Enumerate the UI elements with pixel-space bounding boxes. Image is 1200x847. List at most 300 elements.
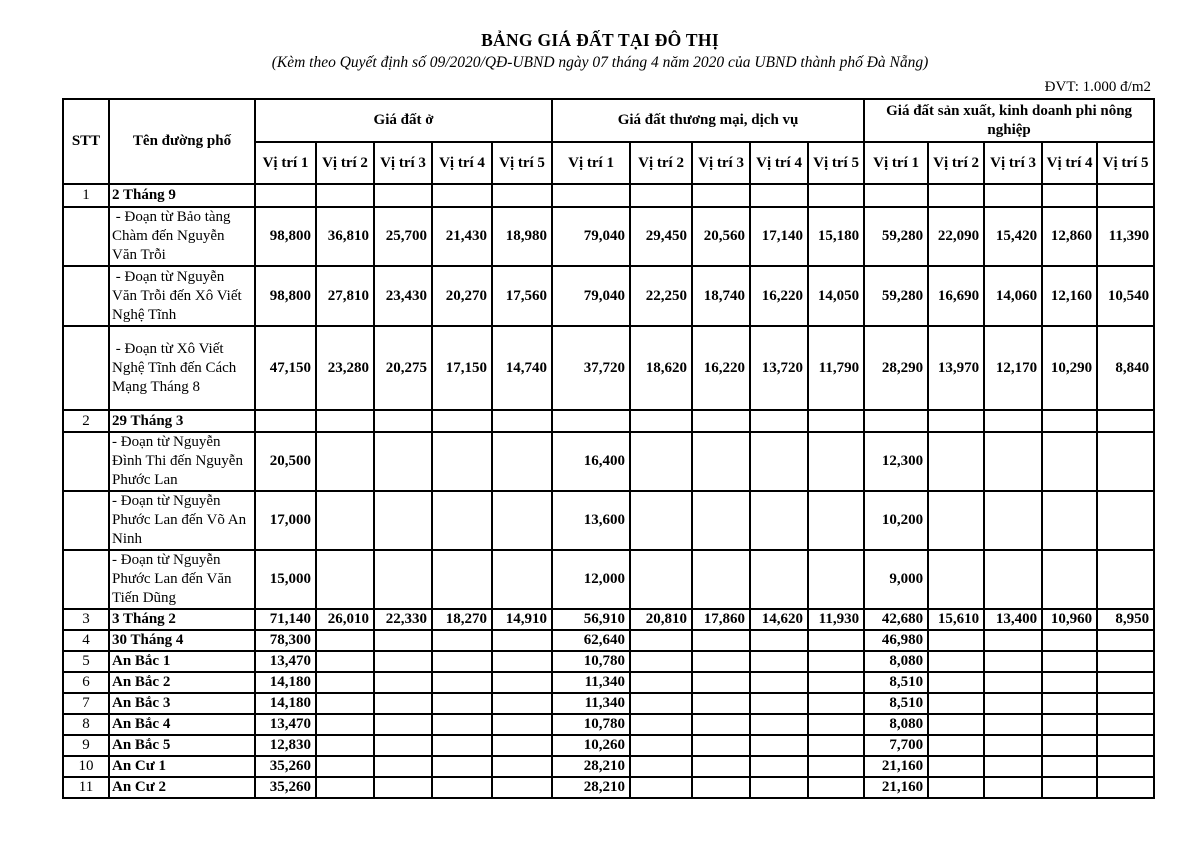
price-cell bbox=[374, 184, 432, 207]
header-stt: STT bbox=[63, 99, 109, 184]
price-cell bbox=[630, 410, 692, 432]
row-number: 2 bbox=[63, 410, 109, 432]
price-cell bbox=[1042, 693, 1097, 714]
price-cell: 14,050 bbox=[808, 266, 864, 326]
price-cell bbox=[316, 651, 374, 672]
price-cell: 28,210 bbox=[552, 756, 630, 777]
table-row bbox=[63, 735, 1154, 756]
street-name: - Đoạn từ Bảo tàng Chàm đến Nguyễn Văn Trỗi bbox=[109, 207, 255, 266]
street-name: An Bắc 1 bbox=[109, 651, 255, 672]
page-subtitle: (Kèm theo Quyết định số 09/2020/QĐ-UBND ngày 07 tháng 4 năm 2020 của UBND thành phố Đà Nẵng) bbox=[271, 54, 929, 71]
row-number: 3 bbox=[63, 609, 109, 630]
price-cell bbox=[750, 735, 808, 756]
price-cell bbox=[750, 550, 808, 609]
row-number bbox=[63, 207, 109, 266]
price-cell bbox=[750, 672, 808, 693]
price-cell bbox=[630, 693, 692, 714]
price-cell: 8,080 bbox=[864, 714, 928, 735]
price-cell bbox=[630, 491, 692, 550]
price-cell: 98,800 bbox=[255, 207, 316, 266]
header-position: Vị trí 4 bbox=[432, 142, 492, 184]
price-cell: 79,040 bbox=[552, 266, 630, 326]
price-cell bbox=[692, 410, 750, 432]
price-cell bbox=[808, 651, 864, 672]
price-cell bbox=[492, 432, 552, 491]
price-cell: 8,080 bbox=[864, 651, 928, 672]
price-cell bbox=[750, 630, 808, 651]
price-cell bbox=[316, 410, 374, 432]
price-cell: 35,260 bbox=[255, 777, 316, 798]
price-cell: 22,330 bbox=[374, 609, 432, 630]
price-cell bbox=[750, 410, 808, 432]
price-cell: 36,810 bbox=[316, 207, 374, 266]
price-cell bbox=[432, 672, 492, 693]
header-position: Vị trí 2 bbox=[630, 142, 692, 184]
price-cell: 28,210 bbox=[552, 777, 630, 798]
price-cell bbox=[750, 184, 808, 207]
price-cell: 42,680 bbox=[864, 609, 928, 630]
unit-note: ĐVT: 1.000 đ/m2 bbox=[1044, 79, 1151, 95]
price-cell: 12,170 bbox=[984, 326, 1042, 410]
price-cell bbox=[928, 672, 984, 693]
price-cell: 10,290 bbox=[1042, 326, 1097, 410]
price-cell bbox=[692, 672, 750, 693]
price-cell bbox=[492, 651, 552, 672]
price-cell bbox=[432, 550, 492, 609]
price-cell bbox=[374, 651, 432, 672]
price-cell bbox=[432, 630, 492, 651]
price-cell bbox=[316, 550, 374, 609]
price-cell: 71,140 bbox=[255, 609, 316, 630]
header-position: Vị trí 4 bbox=[750, 142, 808, 184]
price-cell: 8,950 bbox=[1097, 609, 1154, 630]
price-cell: 10,200 bbox=[864, 491, 928, 550]
price-cell bbox=[374, 756, 432, 777]
price-cell bbox=[432, 714, 492, 735]
header-group-residential: Giá đất ở bbox=[255, 99, 552, 142]
row-number bbox=[63, 550, 109, 609]
price-cell bbox=[374, 550, 432, 609]
price-cell bbox=[630, 630, 692, 651]
price-cell bbox=[808, 550, 864, 609]
table-row bbox=[63, 207, 1154, 266]
street-name: An Bắc 3 bbox=[109, 693, 255, 714]
price-cell bbox=[492, 735, 552, 756]
price-cell bbox=[630, 432, 692, 491]
price-cell bbox=[316, 735, 374, 756]
table-header bbox=[63, 99, 1154, 184]
price-cell bbox=[316, 184, 374, 207]
price-cell bbox=[552, 184, 630, 207]
price-cell: 11,790 bbox=[808, 326, 864, 410]
price-cell: 11,930 bbox=[808, 609, 864, 630]
price-cell bbox=[432, 491, 492, 550]
price-cell bbox=[984, 410, 1042, 432]
price-cell bbox=[316, 756, 374, 777]
table-row bbox=[63, 672, 1154, 693]
row-number bbox=[63, 432, 109, 491]
price-cell bbox=[692, 756, 750, 777]
price-cell: 11,340 bbox=[552, 693, 630, 714]
price-cell bbox=[1097, 491, 1154, 550]
price-cell bbox=[1097, 756, 1154, 777]
price-cell bbox=[984, 491, 1042, 550]
price-cell bbox=[692, 630, 750, 651]
price-cell: 47,150 bbox=[255, 326, 316, 410]
street-name: - Đoạn từ Nguyễn Phước Lan đến Võ An Ninh bbox=[109, 491, 255, 550]
price-cell: 23,430 bbox=[374, 266, 432, 326]
price-cell bbox=[1042, 651, 1097, 672]
price-cell bbox=[1042, 550, 1097, 609]
street-name: An Bắc 2 bbox=[109, 672, 255, 693]
price-cell: 9,000 bbox=[864, 550, 928, 609]
price-cell bbox=[374, 410, 432, 432]
price-cell bbox=[692, 550, 750, 609]
street-name: An Cư 1 bbox=[109, 756, 255, 777]
price-cell bbox=[374, 735, 432, 756]
price-cell bbox=[984, 550, 1042, 609]
table-row bbox=[63, 714, 1154, 735]
price-cell bbox=[492, 630, 552, 651]
price-cell bbox=[492, 672, 552, 693]
price-cell: 8,840 bbox=[1097, 326, 1154, 410]
price-cell: 16,690 bbox=[928, 266, 984, 326]
price-cell bbox=[1097, 672, 1154, 693]
price-cell bbox=[692, 735, 750, 756]
price-cell: 28,290 bbox=[864, 326, 928, 410]
price-cell bbox=[692, 714, 750, 735]
price-cell: 14,180 bbox=[255, 693, 316, 714]
price-cell bbox=[374, 693, 432, 714]
price-cell bbox=[432, 184, 492, 207]
price-cell bbox=[316, 777, 374, 798]
table-row bbox=[63, 550, 1154, 609]
price-cell: 62,640 bbox=[552, 630, 630, 651]
price-cell bbox=[552, 410, 630, 432]
table-row bbox=[63, 266, 1154, 326]
table-row bbox=[63, 184, 1154, 207]
price-cell bbox=[492, 777, 552, 798]
price-cell: 56,910 bbox=[552, 609, 630, 630]
price-cell bbox=[750, 693, 808, 714]
price-cell: 35,260 bbox=[255, 756, 316, 777]
price-cell: 20,560 bbox=[692, 207, 750, 266]
price-cell bbox=[864, 410, 928, 432]
price-cell bbox=[1042, 432, 1097, 491]
street-name: 29 Tháng 3 bbox=[109, 410, 255, 432]
table-body bbox=[63, 184, 1154, 798]
price-cell: 79,040 bbox=[552, 207, 630, 266]
price-cell bbox=[692, 491, 750, 550]
street-name: - Đoạn từ Nguyễn Văn Trỗi đến Xô Viết Nghệ Tĩnh bbox=[109, 266, 255, 326]
price-cell bbox=[374, 630, 432, 651]
street-name: 2 Tháng 9 bbox=[109, 184, 255, 207]
price-cell bbox=[928, 714, 984, 735]
price-cell bbox=[1097, 550, 1154, 609]
price-cell: 15,000 bbox=[255, 550, 316, 609]
price-cell bbox=[432, 735, 492, 756]
price-cell bbox=[1097, 432, 1154, 491]
price-cell: 12,160 bbox=[1042, 266, 1097, 326]
price-cell: 18,740 bbox=[692, 266, 750, 326]
price-cell bbox=[750, 432, 808, 491]
price-cell bbox=[1097, 630, 1154, 651]
price-cell bbox=[255, 410, 316, 432]
price-cell bbox=[984, 432, 1042, 491]
price-cell bbox=[928, 491, 984, 550]
price-cell bbox=[1097, 777, 1154, 798]
price-cell bbox=[374, 777, 432, 798]
price-cell: 12,000 bbox=[552, 550, 630, 609]
price-cell bbox=[692, 651, 750, 672]
price-cell: 15,610 bbox=[928, 609, 984, 630]
price-cell: 59,280 bbox=[864, 207, 928, 266]
price-cell bbox=[1097, 651, 1154, 672]
price-cell bbox=[808, 735, 864, 756]
price-cell bbox=[808, 672, 864, 693]
price-cell: 27,810 bbox=[316, 266, 374, 326]
table-row bbox=[63, 326, 1154, 410]
price-cell bbox=[750, 756, 808, 777]
street-name: An Bắc 5 bbox=[109, 735, 255, 756]
price-cell: 11,340 bbox=[552, 672, 630, 693]
table-row bbox=[63, 630, 1154, 651]
price-cell: 17,150 bbox=[432, 326, 492, 410]
header-position: Vị trí 5 bbox=[1097, 142, 1154, 184]
price-cell: 78,300 bbox=[255, 630, 316, 651]
price-cell bbox=[374, 432, 432, 491]
price-cell bbox=[984, 184, 1042, 207]
row-number bbox=[63, 326, 109, 410]
price-cell: 22,090 bbox=[928, 207, 984, 266]
street-name: An Cư 2 bbox=[109, 777, 255, 798]
price-cell bbox=[492, 714, 552, 735]
header-group-row bbox=[63, 99, 1154, 142]
price-cell: 10,780 bbox=[552, 714, 630, 735]
price-cell bbox=[492, 550, 552, 609]
price-cell bbox=[316, 630, 374, 651]
price-cell bbox=[808, 432, 864, 491]
price-cell bbox=[750, 714, 808, 735]
price-cell: 18,980 bbox=[492, 207, 552, 266]
price-cell: 20,810 bbox=[630, 609, 692, 630]
price-cell: 26,010 bbox=[316, 609, 374, 630]
price-cell bbox=[750, 491, 808, 550]
price-cell bbox=[1097, 410, 1154, 432]
price-cell bbox=[928, 550, 984, 609]
header-position: Vị trí 5 bbox=[492, 142, 552, 184]
price-cell: 16,400 bbox=[552, 432, 630, 491]
price-cell bbox=[1097, 735, 1154, 756]
price-cell bbox=[928, 630, 984, 651]
price-cell bbox=[928, 651, 984, 672]
price-cell: 13,470 bbox=[255, 714, 316, 735]
price-cell bbox=[374, 714, 432, 735]
price-cell bbox=[432, 432, 492, 491]
price-cell: 8,510 bbox=[864, 672, 928, 693]
price-cell bbox=[692, 432, 750, 491]
price-cell bbox=[864, 184, 928, 207]
price-cell: 10,960 bbox=[1042, 609, 1097, 630]
price-cell bbox=[692, 777, 750, 798]
price-cell bbox=[432, 756, 492, 777]
row-number: 7 bbox=[63, 693, 109, 714]
price-cell: 13,970 bbox=[928, 326, 984, 410]
price-cell: 13,600 bbox=[552, 491, 630, 550]
price-cell: 98,800 bbox=[255, 266, 316, 326]
price-cell: 20,500 bbox=[255, 432, 316, 491]
price-cell: 12,300 bbox=[864, 432, 928, 491]
price-cell: 16,220 bbox=[692, 326, 750, 410]
price-cell: 17,000 bbox=[255, 491, 316, 550]
price-cell bbox=[928, 410, 984, 432]
price-cell: 17,140 bbox=[750, 207, 808, 266]
price-cell bbox=[432, 651, 492, 672]
price-cell bbox=[928, 693, 984, 714]
price-cell: 20,275 bbox=[374, 326, 432, 410]
street-name: - Đoạn từ Xô Viết Nghệ Tĩnh đến Cách Mạng Tháng 8 bbox=[109, 326, 255, 410]
header-position: Vị trí 3 bbox=[984, 142, 1042, 184]
price-cell bbox=[255, 184, 316, 207]
price-cell bbox=[1097, 714, 1154, 735]
price-cell bbox=[630, 777, 692, 798]
table-row bbox=[63, 432, 1154, 491]
table-row bbox=[63, 491, 1154, 550]
row-number bbox=[63, 491, 109, 550]
price-cell bbox=[432, 410, 492, 432]
price-cell bbox=[808, 410, 864, 432]
price-cell: 8,510 bbox=[864, 693, 928, 714]
price-cell bbox=[316, 693, 374, 714]
price-cell: 13,470 bbox=[255, 651, 316, 672]
header-position: Vị trí 1 bbox=[255, 142, 316, 184]
price-cell bbox=[984, 651, 1042, 672]
price-cell: 12,860 bbox=[1042, 207, 1097, 266]
price-cell: 14,910 bbox=[492, 609, 552, 630]
price-cell bbox=[630, 756, 692, 777]
price-cell: 17,560 bbox=[492, 266, 552, 326]
price-cell bbox=[1042, 184, 1097, 207]
page-title: BẢNG GIÁ ĐẤT TẠI ĐÔ THỊ bbox=[481, 30, 719, 50]
price-cell bbox=[432, 693, 492, 714]
table-row bbox=[63, 693, 1154, 714]
price-cell bbox=[1042, 714, 1097, 735]
price-cell bbox=[1097, 184, 1154, 207]
header-group-commercial: Giá đất thương mại, dịch vụ bbox=[552, 99, 864, 142]
price-cell bbox=[1042, 491, 1097, 550]
row-number: 11 bbox=[63, 777, 109, 798]
price-cell bbox=[808, 714, 864, 735]
header-position: Vị trí 4 bbox=[1042, 142, 1097, 184]
price-cell bbox=[928, 735, 984, 756]
price-cell bbox=[1042, 672, 1097, 693]
price-cell: 22,250 bbox=[630, 266, 692, 326]
header-position: Vị trí 3 bbox=[692, 142, 750, 184]
price-cell bbox=[374, 491, 432, 550]
price-cell bbox=[316, 432, 374, 491]
price-cell: 10,540 bbox=[1097, 266, 1154, 326]
price-cell bbox=[928, 184, 984, 207]
price-cell: 16,220 bbox=[750, 266, 808, 326]
price-cell bbox=[984, 630, 1042, 651]
price-cell bbox=[316, 491, 374, 550]
price-cell bbox=[808, 184, 864, 207]
price-cell bbox=[808, 693, 864, 714]
price-cell bbox=[984, 735, 1042, 756]
header-group-production: Giá đất sản xuất, kinh doanh phi nông nghiệp bbox=[864, 99, 1154, 142]
price-cell: 13,400 bbox=[984, 609, 1042, 630]
price-cell: 7,700 bbox=[864, 735, 928, 756]
price-cell: 21,160 bbox=[864, 777, 928, 798]
header-position: Vị trí 3 bbox=[374, 142, 432, 184]
price-cell bbox=[984, 714, 1042, 735]
price-cell: 21,430 bbox=[432, 207, 492, 266]
street-name: - Đoạn từ Nguyễn Phước Lan đến Văn Tiến Dũng bbox=[109, 550, 255, 609]
price-cell bbox=[630, 651, 692, 672]
price-cell: 20,270 bbox=[432, 266, 492, 326]
price-cell bbox=[492, 491, 552, 550]
price-cell: 46,980 bbox=[864, 630, 928, 651]
price-cell bbox=[374, 672, 432, 693]
price-cell: 12,830 bbox=[255, 735, 316, 756]
price-cell bbox=[492, 410, 552, 432]
price-cell bbox=[630, 735, 692, 756]
price-cell: 15,420 bbox=[984, 207, 1042, 266]
price-cell bbox=[316, 672, 374, 693]
header-street-name: Tên đường phố bbox=[109, 99, 255, 184]
land-price-table bbox=[62, 98, 1155, 799]
price-cell bbox=[750, 777, 808, 798]
price-cell bbox=[984, 672, 1042, 693]
price-cell bbox=[750, 651, 808, 672]
price-cell bbox=[316, 714, 374, 735]
row-number: 1 bbox=[63, 184, 109, 207]
price-cell: 21,160 bbox=[864, 756, 928, 777]
street-name: An Bắc 4 bbox=[109, 714, 255, 735]
price-cell bbox=[984, 693, 1042, 714]
table-row bbox=[63, 777, 1154, 798]
header-position: Vị trí 1 bbox=[864, 142, 928, 184]
price-cell bbox=[984, 756, 1042, 777]
price-cell bbox=[1042, 735, 1097, 756]
price-cell: 18,620 bbox=[630, 326, 692, 410]
price-cell bbox=[492, 756, 552, 777]
price-cell bbox=[1042, 777, 1097, 798]
street-name: - Đoạn từ Nguyễn Đình Thi đến Nguyễn Phước Lan bbox=[109, 432, 255, 491]
street-name: 3 Tháng 2 bbox=[109, 609, 255, 630]
price-cell: 10,260 bbox=[552, 735, 630, 756]
row-number: 8 bbox=[63, 714, 109, 735]
table-row bbox=[63, 651, 1154, 672]
row-number: 10 bbox=[63, 756, 109, 777]
row-number: 9 bbox=[63, 735, 109, 756]
price-cell bbox=[492, 184, 552, 207]
header-position: Vị trí 2 bbox=[316, 142, 374, 184]
price-cell bbox=[630, 714, 692, 735]
price-cell bbox=[808, 777, 864, 798]
price-cell bbox=[630, 184, 692, 207]
table-row bbox=[63, 410, 1154, 432]
price-cell bbox=[928, 777, 984, 798]
price-cell: 23,280 bbox=[316, 326, 374, 410]
price-cell: 14,060 bbox=[984, 266, 1042, 326]
price-cell bbox=[808, 491, 864, 550]
row-number: 5 bbox=[63, 651, 109, 672]
price-cell: 14,620 bbox=[750, 609, 808, 630]
price-cell bbox=[1042, 410, 1097, 432]
price-cell bbox=[928, 756, 984, 777]
price-cell bbox=[928, 432, 984, 491]
